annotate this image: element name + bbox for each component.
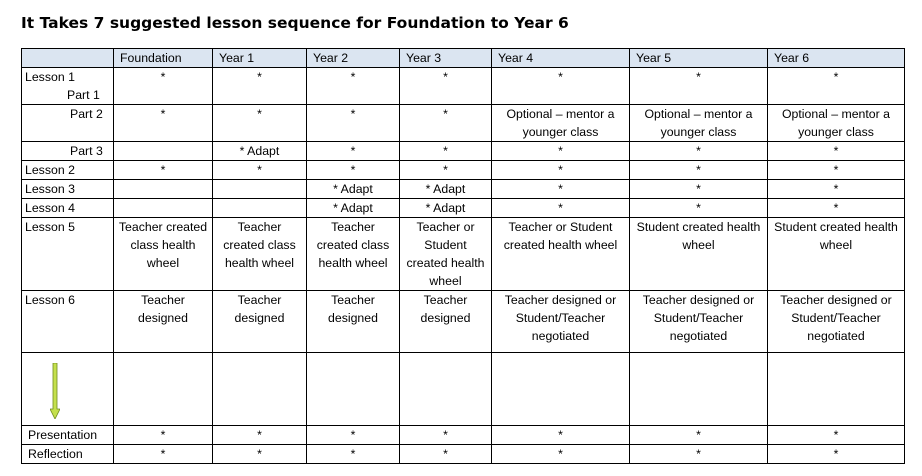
cell-lesson-5-year-3: Teacher or Student created health wheel: [400, 218, 492, 291]
cell-lesson-6-foundation: Teacher designed: [114, 291, 213, 353]
cell-lesson-2-year-5: *: [630, 161, 768, 180]
cell-lesson-5-year-1: Teacher created class health wheel: [213, 218, 307, 291]
row-part-3: [22, 142, 905, 161]
cell-lesson-2-year-6: *: [768, 161, 905, 180]
header-year-3: Year 3: [400, 49, 492, 68]
row-label-part-2: Part 2: [22, 105, 114, 142]
cell-part-3-year-3: *: [400, 142, 492, 161]
cell-lesson-6-year-1: Teacher designed: [213, 291, 307, 353]
cell-presentation-year-3: *: [400, 426, 492, 445]
cell-part-3-foundation: [114, 142, 213, 161]
cell-lesson-3-year-6: *: [768, 180, 905, 199]
cell-lesson-1-foundation: *: [114, 68, 213, 105]
row-label-reflection: Reflection: [22, 445, 114, 464]
cell-lesson-6-year-6: Teacher designed or Student/Teacher negotiated: [768, 291, 905, 353]
row-label-lesson-5: Lesson 5: [22, 218, 114, 291]
row-lesson-2: [22, 161, 905, 180]
blank-cell-foundation: [114, 353, 213, 426]
row-label-lesson-6: Lesson 6: [22, 291, 114, 353]
row-label-part-3: Part 3: [22, 142, 114, 161]
cell-lesson-5-year-2: Teacher created class health wheel: [307, 218, 400, 291]
cell-presentation-year-1: *: [213, 426, 307, 445]
cell-part-2-year-2: *: [307, 105, 400, 142]
cell-part-2-year-6: Optional – mentor a younger class: [768, 105, 905, 142]
cell-lesson-6-year-3: Teacher designed: [400, 291, 492, 353]
row-label-presentation: Presentation: [22, 426, 114, 445]
cell-lesson-2-year-1: *: [213, 161, 307, 180]
cell-lesson-6-year-5: Teacher designed or Student/Teacher negotiated: [630, 291, 768, 353]
cell-part-3-year-2: *: [307, 142, 400, 161]
cell-lesson-1-year-4: *: [492, 68, 630, 105]
cell-lesson-4-year-3: * Adapt: [400, 199, 492, 218]
part-1-label: Part 1: [67, 88, 100, 102]
blank-cell-year-5: [630, 353, 768, 426]
row-lesson-5: [22, 218, 905, 291]
cell-lesson-1-year-6: *: [768, 68, 905, 105]
row-arrow: [22, 353, 905, 426]
cell-lesson-3-year-5: *: [630, 180, 768, 199]
row-label-lesson-2: Lesson 2: [22, 161, 114, 180]
cell-reflection-year-5: *: [630, 445, 768, 464]
cell-presentation-year-4: *: [492, 426, 630, 445]
cell-part-3-year-5: *: [630, 142, 768, 161]
cell-presentation-foundation: *: [114, 426, 213, 445]
cell-lesson-4-year-2: * Adapt: [307, 199, 400, 218]
cell-lesson-6-year-4: Teacher designed or Student/Teacher negotiated: [492, 291, 630, 353]
cell-lesson-2-foundation: *: [114, 161, 213, 180]
cell-lesson-2-year-3: *: [400, 161, 492, 180]
cell-lesson-3-year-3: * Adapt: [400, 180, 492, 199]
cell-lesson-4-foundation: [114, 199, 213, 218]
cell-lesson-2-year-4: *: [492, 161, 630, 180]
row-lesson-6: [22, 291, 905, 353]
down-arrow-icon: [50, 363, 60, 419]
cell-part-2-foundation: *: [114, 105, 213, 142]
cell-part-2-year-3: *: [400, 105, 492, 142]
row-label-lesson-4: Lesson 4: [22, 199, 114, 218]
header-year-1: Year 1: [213, 49, 307, 68]
header-year-2: Year 2: [307, 49, 400, 68]
blank-cell-year-1: [213, 353, 307, 426]
cell-lesson-4-year-1: [213, 199, 307, 218]
blank-cell-year-4: [492, 353, 630, 426]
cell-part-3-year-1: * Adapt: [213, 142, 307, 161]
cell-reflection-year-4: *: [492, 445, 630, 464]
row-part-2: [22, 105, 905, 142]
cell-reflection-year-6: *: [768, 445, 905, 464]
row-reflection: [22, 445, 905, 464]
cell-lesson-1-year-3: *: [400, 68, 492, 105]
cell-presentation-year-5: *: [630, 426, 768, 445]
row-lesson-3: [22, 180, 905, 199]
cell-reflection-foundation: *: [114, 445, 213, 464]
header-year-5: Year 5: [630, 49, 768, 68]
header-year-4: Year 4: [492, 49, 630, 68]
cell-lesson-3-year-4: *: [492, 180, 630, 199]
cell-presentation-year-6: *: [768, 426, 905, 445]
cell-lesson-4-year-4: *: [492, 199, 630, 218]
page-title: It Takes 7 suggested lesson sequence for Foundation to Year 6: [21, 14, 569, 32]
cell-lesson-5-year-5: Student created health wheel: [630, 218, 768, 291]
cell-presentation-year-2: *: [307, 426, 400, 445]
cell-reflection-year-3: *: [400, 445, 492, 464]
cell-part-3-year-6: *: [768, 142, 905, 161]
cell-part-3-year-4: *: [492, 142, 630, 161]
row-lesson-1: [22, 68, 905, 105]
lesson-1-label: Lesson 1: [25, 70, 75, 84]
row-label-lesson-3: Lesson 3: [22, 180, 114, 199]
cell-lesson-3-year-2: * Adapt: [307, 180, 400, 199]
blank-cell-year-6: [768, 353, 905, 426]
row-presentation: [22, 426, 905, 445]
blank-cell-year-2: [307, 353, 400, 426]
cell-lesson-1-year-5: *: [630, 68, 768, 105]
lesson-sequence-table: [21, 48, 905, 464]
cell-reflection-year-2: *: [307, 445, 400, 464]
cell-lesson-5-foundation: Teacher created class health wheel: [114, 218, 213, 291]
row-lesson-4: [22, 199, 905, 218]
cell-lesson-3-year-1: [213, 180, 307, 199]
cell-lesson-5-year-4: Teacher or Student created health wheel: [492, 218, 630, 291]
cell-part-2-year-5: Optional – mentor a younger class: [630, 105, 768, 142]
cell-reflection-year-1: *: [213, 445, 307, 464]
header-row: [22, 49, 905, 68]
cell-lesson-6-year-2: Teacher designed: [307, 291, 400, 353]
cell-lesson-5-year-6: Student created health wheel: [768, 218, 905, 291]
header-foundation: Foundation: [114, 49, 213, 68]
header-year-6: Year 6: [768, 49, 905, 68]
row-label-lesson-1: [22, 68, 114, 105]
cell-part-2-year-1: *: [213, 105, 307, 142]
cell-lesson-4-year-6: *: [768, 199, 905, 218]
cell-lesson-4-year-5: *: [630, 199, 768, 218]
header-blank: [22, 49, 114, 68]
blank-cell-year-3: [400, 353, 492, 426]
cell-part-2-year-4: Optional – mentor a younger class: [492, 105, 630, 142]
cell-lesson-2-year-2: *: [307, 161, 400, 180]
cell-lesson-1-year-1: *: [213, 68, 307, 105]
cell-lesson-1-year-2: *: [307, 68, 400, 105]
arrow-cell: [22, 353, 114, 426]
cell-lesson-3-foundation: [114, 180, 213, 199]
